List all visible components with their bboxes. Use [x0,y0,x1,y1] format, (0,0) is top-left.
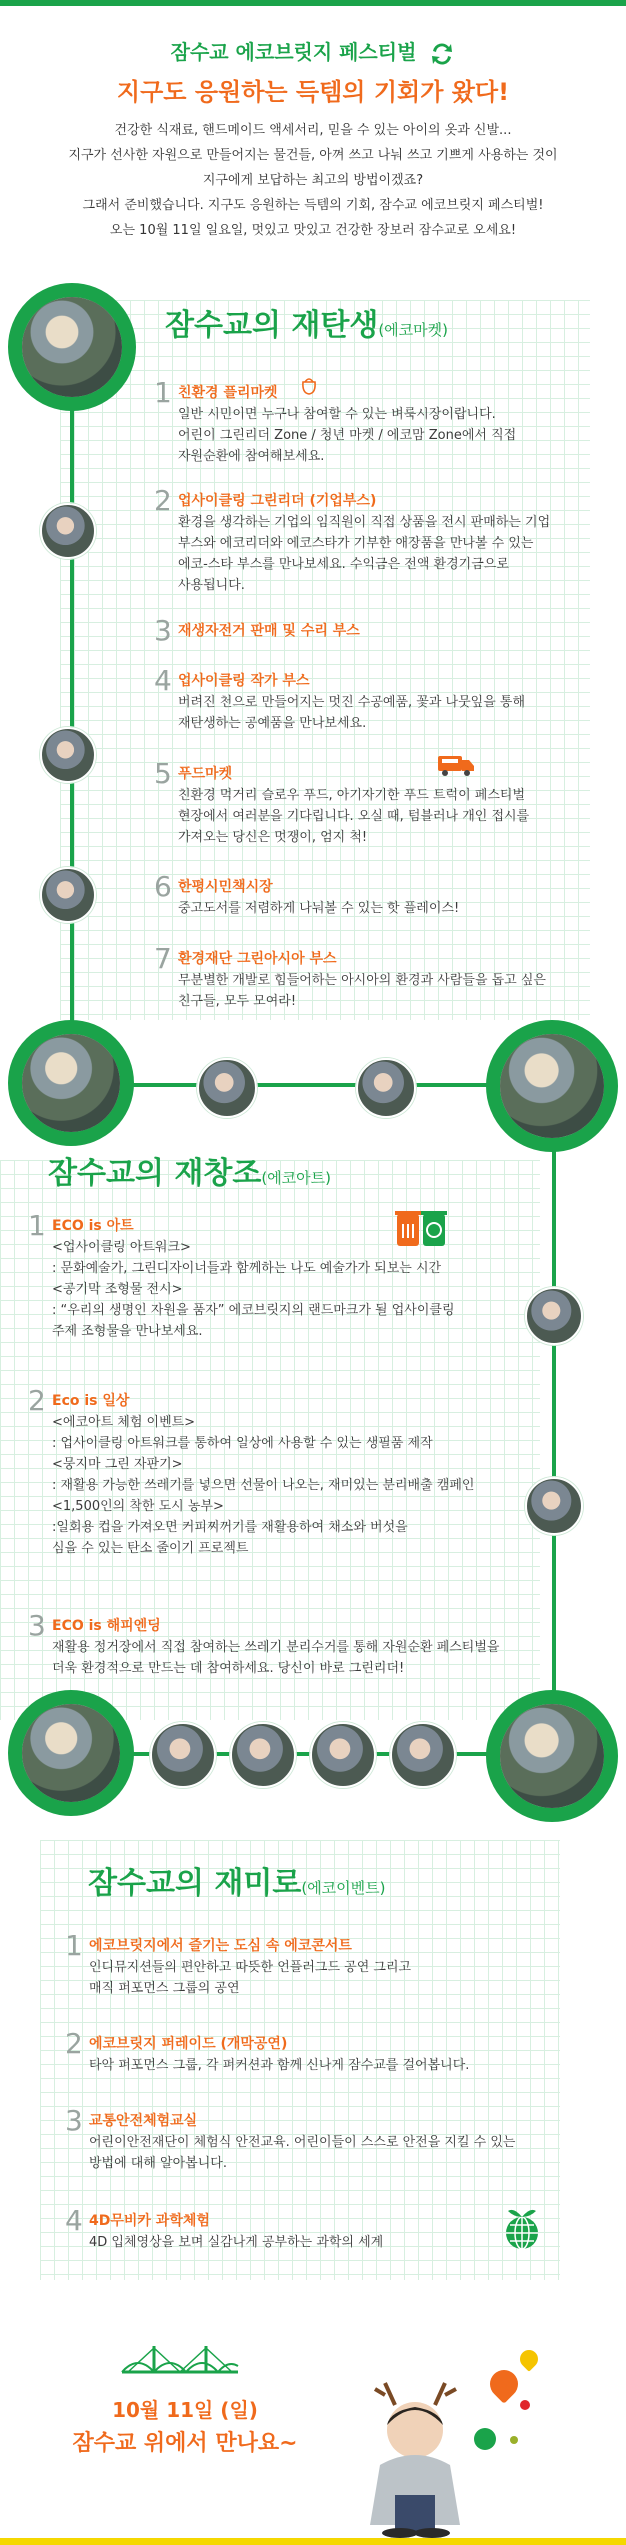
item-number: 6 [154,870,172,903]
timeline-connector [552,1083,556,1723]
item-heading: 교통안전체험교실 [89,2113,198,2129]
item-body: 일반 시민이면 누구나 참여할 수 있는 벼룩시장이랍니다. 어린이 그린리더 Zone / 청년 마켓 / 에코맘 Zone에서 직접 자원순환에 참여해보세요. [178,407,517,464]
connector-small-photo [356,1058,416,1118]
item-number: 1 [154,376,172,409]
item-number: 2 [28,1384,46,1417]
intro-text [30,118,596,243]
festival-subtitle: 지구도 응원하는 득템의 기회가 왔다! [116,78,510,106]
intro-line: 건강한 식재료, 핸드메이드 액세서리, 믿을 수 있는 아이의 옷과 신발... [114,123,512,138]
food-truck-icon [436,752,476,778]
item-number: 1 [65,1929,83,1962]
section2-title: 잠수교의 재창조(에코아트) [48,1156,331,1191]
item-body: 재활용 정거장에서 직접 참여하는 쓰레기 분리수거를 통해 자원순환 페스티벌을 더욱 환경적으로 만드는 데 참여하세요. 당신이 바로 그린리더! [52,1640,500,1676]
connector-small-photo [197,1058,257,1118]
item-heading: 푸드마켓 [178,766,233,782]
olive-dot-decoration [510,2436,518,2444]
item-body: 타악 퍼포먼스 그룹, 각 퍼커션과 함께 신나게 잠수교를 걸어봅니다. [89,2058,470,2073]
item-number: 7 [154,942,172,975]
item-heading: 에코브릿지 퍼레이드 (개막공연) [89,2036,288,2052]
child-with-antlers-photo [340,2375,490,2538]
connector-small-photo [230,1722,296,1788]
item-heading: 4D무비카 과학체험 [89,2213,210,2229]
intro-line: 오는 10월 11일 일요일, 멋있고 맛있고 건강한 장보러 잠수교로 오세요! [109,223,517,238]
item-body: 무분별한 개발로 힘들어하는 아시아의 환경과 사람들을 돕고 싶은 친구들, 모두 모여라! [178,973,546,1009]
orange-heart-decoration [484,2364,524,2404]
festival-title: 잠수교 에코브릿지 페스티벌 [0,36,626,67]
section3-title: 잠수교의 재미로(에코이벤트) [88,1866,386,1901]
item-heading: 에코브릿지에서 즐기는 도심 속 에코콘서트 [89,1938,352,1954]
section3-photo-circle [486,1690,618,1822]
section1-photo-circle [8,283,136,411]
top-accent-bar [0,0,626,6]
green-dot-decoration [474,2428,496,2450]
item-number: 3 [28,1609,46,1642]
connector-small-photo [150,1722,216,1788]
item-body: 중고도서를 저렴하게 나눠볼 수 있는 핫 플레이스! [178,901,460,916]
section2-small-photo [525,1287,583,1345]
item-heading: ECO is 아트 [52,1218,134,1234]
event-date: 10월 11일 (일) [112,2398,258,2422]
item-body: 어린이안전재단이 체험식 안전교육. 어린이들이 스스로 안전을 지킬 수 있는 방법에 대해 알아봅니다. [89,2135,516,2171]
item-heading: Eco is 일상 [52,1393,130,1409]
item-number: 3 [65,2104,83,2137]
item-number: 2 [65,2027,83,2060]
recycle-arrows-icon [429,41,455,67]
section1-small-photo [40,503,96,559]
globe-plant-icon [500,2205,544,2253]
item-body: 환경을 생각하는 기업의 임직원이 직접 상품을 전시 판매하는 기업 부스와 에코리더와 에코스타가 기부한 애장품을 만나볼 수 있는 에코-스타 부스를 만나보세요. 수익금은 전액 환경기금으로 사용됩니다. [178,515,551,593]
section2-photo-circle [486,1020,618,1152]
intro-line: 그래서 준비했습니다. 지구도 응원하는 득템의 기회, 잠수교 에코브릿지 페스티벌! [82,198,544,213]
bottom-accent-bar [0,2538,626,2545]
bridge-icon [118,2340,242,2378]
event-place: 잠수교 위에서 만나요~ [72,2431,298,2456]
item-heading: 재생자전거 판매 및 수리 부스 [178,623,360,639]
item-body: 4D 입체영상을 보며 실감나게 공부하는 과학의 세계 [89,2235,384,2250]
item-heading: 한평시민책시장 [178,879,273,895]
section1-bottom-photo-circle [8,1020,134,1146]
item-body: <에코아트 체험 이벤트> : 업사이클링 아트워크를 통하여 일상에 사용할 수 있는 생필품 제작 <뭉지마 그린 자판기> : 재활용 가능한 쓰레기를 넣으면 선물이 나오는, 재미있는 분리배출 캠페인 <1,500인의 착한 도시 농부> :일회용 컵을 가져오면 커피찌꺼기를 재활용하여 채소와 버섯을 심을 수 있는 탄소 줄이기 프로젝트 [52,1415,475,1556]
connector-small-photo [310,1722,376,1788]
section2-small-photo [525,1477,583,1535]
yellow-heart-decoration [516,2346,541,2371]
item-heading: 업사이클링 그린리더 (기업부스) [178,493,377,509]
item-number: 4 [154,664,172,697]
item-body: 버려진 천으로 만들어지는 멋진 수공예품, 꽃과 나뭇잎을 통해 재탄생하는 공예품을 만나보세요. [178,695,526,731]
item-body: 인디뮤지션들의 편안하고 따뜻한 언플러그드 공연 그리고 매직 퍼포먼스 그룹의 공연 [89,1960,412,1996]
section1-small-photo [40,867,96,923]
connector-small-photo [390,1722,456,1788]
item-body: 친환경 먹거리 슬로우 푸드, 아기자기한 푸드 트럭이 페스티벌 현장에서 여러분을 기다립니다. 오실 때, 텀블러나 개인 접시를 가져오는 당신은 멋쟁이, 엄지 척! [178,788,530,845]
item-number: 4 [65,2204,83,2237]
intro-line: 지구가 선사한 자원으로 만들어지는 물건들, 아껴 쓰고 나눠 쓰고 기쁘게 사용하는 것이 [68,148,558,163]
section1-timeline [70,330,74,1060]
item-number: 5 [154,757,172,790]
intro-line: 지구에게 보답하는 최고의 방법이겠죠? [202,173,424,188]
item-number: 2 [154,484,172,517]
item-heading: 환경재단 그린아시아 부스 [178,951,337,967]
item-number: 1 [28,1209,46,1242]
item-number: 3 [154,614,172,647]
section1-small-photo [40,727,96,783]
red-dot-decoration [520,2400,530,2410]
item-heading: 친환경 플리마켓 [178,385,278,401]
item-heading: 업사이클링 작가 부스 [178,673,310,689]
section2-bottom-photo-circle [8,1690,134,1816]
item-body: <업사이클링 아트워크> : 문화예술가, 그린디자이너들과 함께하는 나도 예술가가 되보는 시간 <공기막 조형물 전시> : “우리의 생명인 자원을 품자” 에코브릿지의 랜드마크가 될 업사이클링 주제 조형물을 만나보세요. [52,1240,455,1339]
eco-bag-icon [298,374,320,396]
item-heading: ECO is 해피엔딩 [52,1618,161,1634]
section1-title: 잠수교의 재탄생(에코마켓) [165,308,448,343]
